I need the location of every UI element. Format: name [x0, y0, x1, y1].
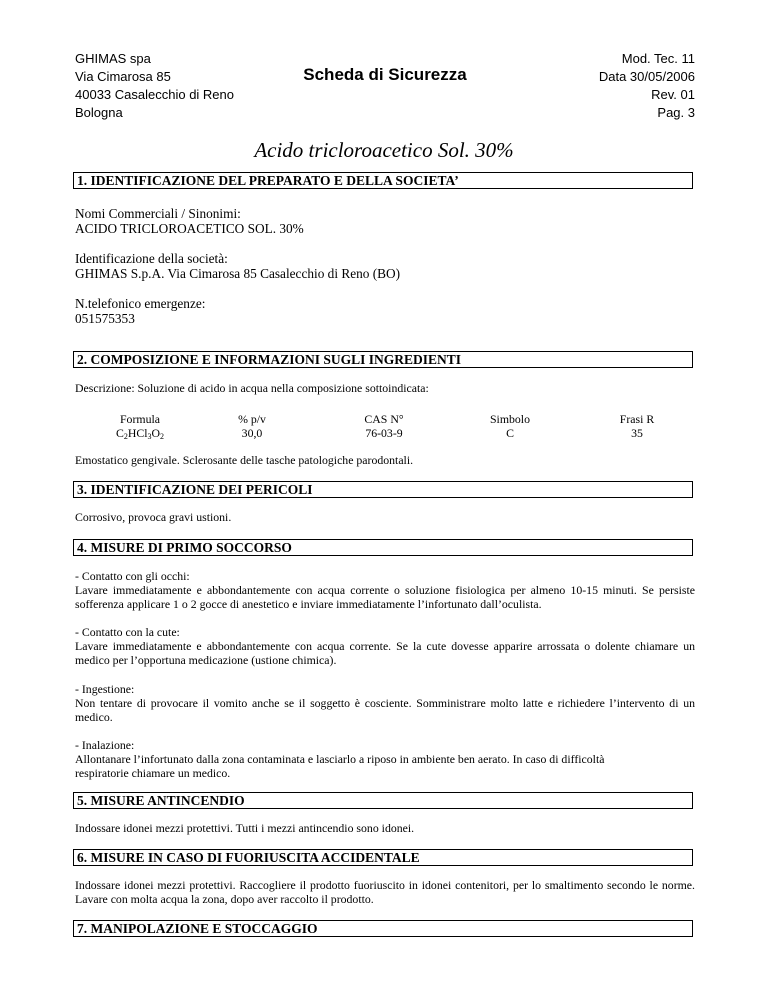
- document-date: Data 30/05/2006: [598, 69, 695, 84]
- section-3-heading: 3. IDENTIFICAZIONE DEI PERICOLI: [73, 481, 693, 498]
- page-number: Pag. 3: [657, 105, 695, 120]
- company-street: Via Cimarosa 85: [75, 69, 171, 84]
- product-title: Acido tricloroacetico Sol. 30%: [254, 138, 514, 162]
- section-7-heading: 7. MANIPOLAZIONE E STOCCAGGIO: [73, 920, 693, 937]
- document-meta-block: [599, 50, 695, 122]
- risk-phrases-value: 35: [631, 426, 643, 440]
- eye-contact-text: Lavare immediatamente e abbondantemente con acqua corrente o soluzione fisiologica per almeno 10-15 minuti. Se persiste sofferenza applicare 1 o 2 gocce di anestetico e inviare immediatamente l’infortunato dall’oculista.: [75, 583, 695, 611]
- company-address-block: [75, 50, 234, 122]
- trade-names-value: ACIDO TRICLOROACETICO SOL. 30%: [75, 221, 304, 236]
- inhalation-title: - Inalazione:: [75, 738, 135, 752]
- emergency-phone-label: N.telefonico emergenze:: [75, 296, 206, 311]
- trade-names-label: Nomi Commerciali / Sinonimi:: [75, 206, 241, 221]
- inhalation-text-line-1: Allontanare l’infortunato dalla zona contaminata e lasciarlo a riposo in ambiente ben aerato. In caso di difficoltà: [75, 752, 605, 766]
- percent-value: 30,0: [241, 426, 263, 440]
- section-5-heading: 5. MISURE ANTINCENDIO: [73, 792, 693, 809]
- risk-phrases-header: Frasi R: [619, 412, 655, 426]
- symbol-header: Simbolo: [490, 412, 530, 426]
- company-id-value: GHIMAS S.p.A. Via Cimarosa 85 Casalecchio di Reno (BO): [75, 266, 401, 281]
- skin-contact-text: Lavare immediatamente e abbondantemente con acqua corrente. Se la cute dovesse apparire arrossata o dolente chiamare un medico per l’opportuna medicazione (ustione chimica).: [75, 639, 695, 667]
- composition-note: Emostatico gengivale. Sclerosante delle tasche patologiche parodontali.: [75, 453, 414, 467]
- symbol-value: C: [506, 426, 514, 440]
- company-province: Bologna: [75, 105, 123, 120]
- eye-contact-title: - Contatto con gli occhi:: [75, 569, 190, 583]
- percent-column: [222, 412, 282, 440]
- symbol-column: [475, 412, 545, 440]
- company-id-label: Identificazione della società:: [75, 251, 228, 266]
- cas-column: [344, 412, 424, 440]
- ingestion-title: - Ingestione:: [75, 682, 135, 696]
- company-city: 40033 Casalecchio di Reno: [75, 87, 234, 102]
- accidental-release-text: Indossare idonei mezzi protettivi. Raccogliere il prodotto fuoriuscito in idonei contenitori, per lo smaltimento secondo le norme. Lavare con molta acqua la zona, dopo aver raccolto il prodotto.: [75, 878, 695, 906]
- revision: Rev. 01: [651, 87, 695, 102]
- section-1-heading: 1. IDENTIFICAZIONE DEL PREPARATO E DELLA SOCIETA’: [73, 172, 693, 189]
- section-4-heading: 4. MISURE DI PRIMO SOCCORSO: [73, 539, 693, 556]
- formula-header: Formula: [120, 412, 160, 426]
- section-2-heading: 2. COMPOSIZIONE E INFORMAZIONI SUGLI INGREDIENTI: [73, 351, 693, 368]
- cas-value: 76-03-9: [365, 426, 403, 440]
- ingestion-text: Non tentare di provocare il vomito anche se il soggetto è cosciente. Somministrare molto latte e richiedere l’intervento di un medico.: [75, 696, 695, 724]
- percent-header: % p/v: [238, 412, 266, 426]
- model-code: Mod. Tec. 11: [621, 51, 695, 66]
- inhalation-text-line-2: respiratorie chiamare un medico.: [75, 766, 231, 780]
- sheet-title: Scheda di Sicurezza: [303, 65, 467, 84]
- formula-column: [100, 412, 180, 444]
- formula-value: $C_2HCl_3O_2$: [115, 426, 165, 441]
- emergency-phone-value: 051575353: [75, 311, 135, 326]
- skin-contact-title: - Contatto con la cute:: [75, 625, 180, 639]
- company-name: GHIMAS spa: [75, 51, 151, 66]
- composition-description: Descrizione: Soluzione di acido in acqua nella composizione sottoindicata:: [75, 381, 429, 395]
- firefighting-text: Indossare idonei mezzi protettivi. Tutti i mezzi antincendio sono idonei.: [75, 821, 415, 835]
- hazards-text: Corrosivo, provoca gravi ustioni.: [75, 510, 232, 524]
- risk-phrases-column: [607, 412, 667, 440]
- cas-header: CAS N°: [364, 412, 404, 426]
- section-6-heading: 6. MISURE IN CASO DI FUORIUSCITA ACCIDENTALE: [73, 849, 693, 866]
